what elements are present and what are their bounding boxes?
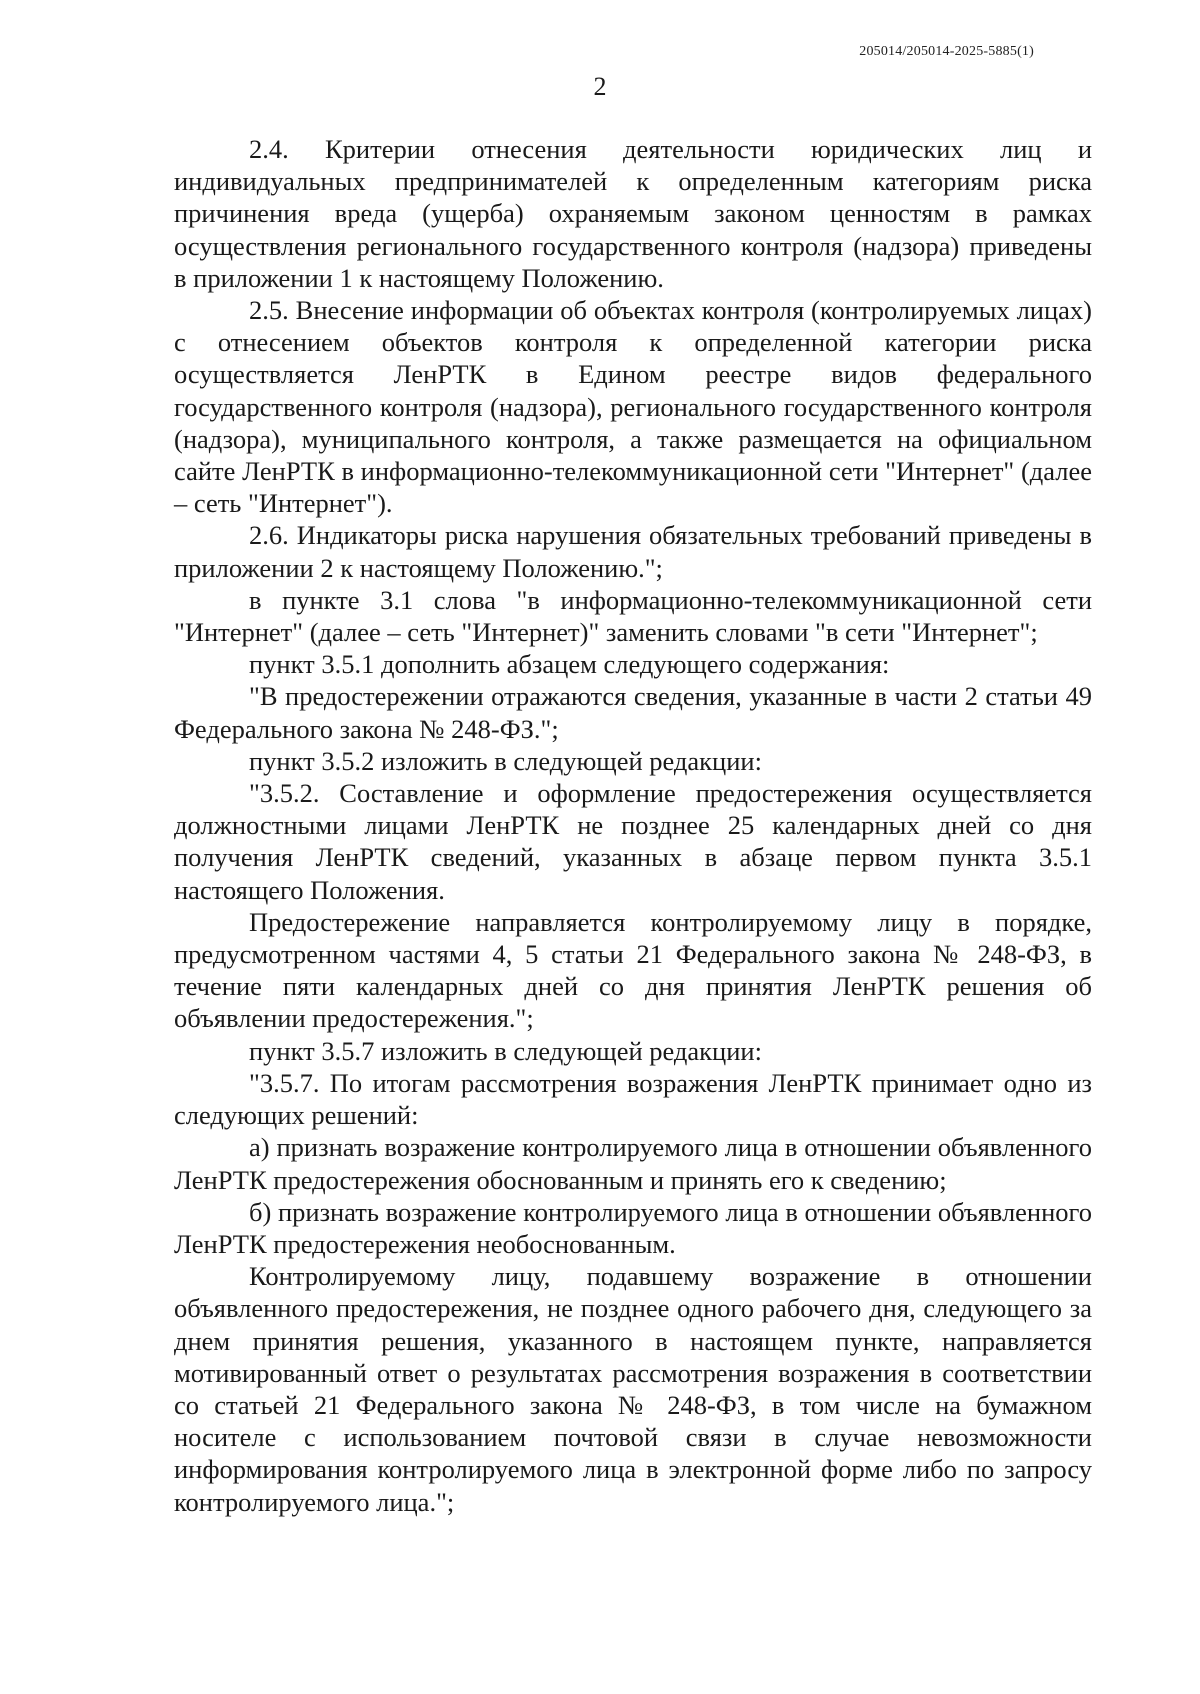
document-body <box>174 133 1092 1518</box>
paragraph-2-4: 2.4. Критерии отнесения деятельности юридических лиц и индивидуальных предпринимателей к определенным категориям риска причинения вреда (ущерба) охраняемым законом ценностям в рамках осуществления регионального государственного контроля (надзора) приведены в приложении 1 к настоящему Положению. <box>174 134 1092 293</box>
paragraph-3-5-7-response: Контролируемому лицу, подавшему возражение в отношении объявленного предостережения, не позднее одного рабочего дня, следующего за днем принятия решения, указанного в настоящем пункте, направляется мотивированный ответ о результатах рассмотрения возражения в соответствии со статьей 21 Федерального закона № 248-ФЗ, в том числе на бумажном носителе с использованием почтовой связи в случае невозможности информирования контролируемого лица в электронной форме либо по запросу контролируемого лица."; <box>174 1261 1092 1517</box>
paragraph-amend-3-5-2: пункт 3.5.2 изложить в следующей редакции: <box>249 745 762 776</box>
paragraph-amend-3-5-1: пункт 3.5.1 дополнить абзацем следующего содержания: <box>249 649 890 680</box>
paragraph-3-5-2-continued: Предостережение направляется контролируемому лицу в порядке, предусмотренном частями 4, 5 статьи 21 Федерального закона № 248-ФЗ, в течение пяти календарных дней со дня принятия ЛенРТК решения об объявлении предостережения."; <box>174 906 1092 1034</box>
paragraph-amend-3-1: в пункте 3.1 слова "в информационно-телекоммуникационной сети "Интернет" (далее – сеть "Интернет)" заменить словами "в сети "Интернет"; <box>174 584 1092 648</box>
paragraph-amend-3-5-7: пункт 3.5.7 изложить в следующей редакции: <box>249 1035 762 1066</box>
page-number: 2 <box>593 72 607 101</box>
document-registration-number: 205014/205014-2025-5885(1) <box>859 44 1034 59</box>
paragraph-2-5: 2.5. Внесение информации об объектах контроля (контролируемых лицах) с отнесением объектов контроля к определенной категории риска осуществляется ЛенРТК в Едином реестре видов федерального государственного контроля (надзора), регионального государственного контроля (надзора), муниципального контроля, а также размещается на официальном сайте ЛенРТК в информационно-телекоммуникационной сети "Интернет" (далее – сеть "Интернет"). <box>174 295 1092 519</box>
paragraph-3-5-1-addition: "В предостережении отражаются сведения, указанные в части 2 статьи 49 Федерального закона № 248-ФЗ."; <box>174 681 1092 744</box>
paragraph-3-5-7-option-a: а) признать возражение контролируемого лица в отношении объявленного ЛенРТК предостережения обоснованным и принять его к сведению; <box>174 1132 1092 1195</box>
paragraph-3-5-7: "3.5.7. По итогам рассмотрения возражения ЛенРТК принимает одно из следующих решений: <box>174 1067 1092 1131</box>
paragraph-3-5-2: "3.5.2. Составление и оформление предостережения осуществляется должностными лицами ЛенРТК не позднее 25 календарных дней со дня получения ЛенРТК сведений, указанных в абзаце первом пункта 3.5.1 настоящего Положения. <box>174 778 1092 905</box>
paragraph-3-5-7-option-b: б) признать возражение контролируемого лица в отношении объявленного ЛенРТК предостережения необоснованным. <box>174 1196 1092 1259</box>
paragraph-2-6: 2.6. Индикаторы риска нарушения обязательных требований приведены в приложении 2 к настоящему Положению."; <box>174 520 1092 583</box>
